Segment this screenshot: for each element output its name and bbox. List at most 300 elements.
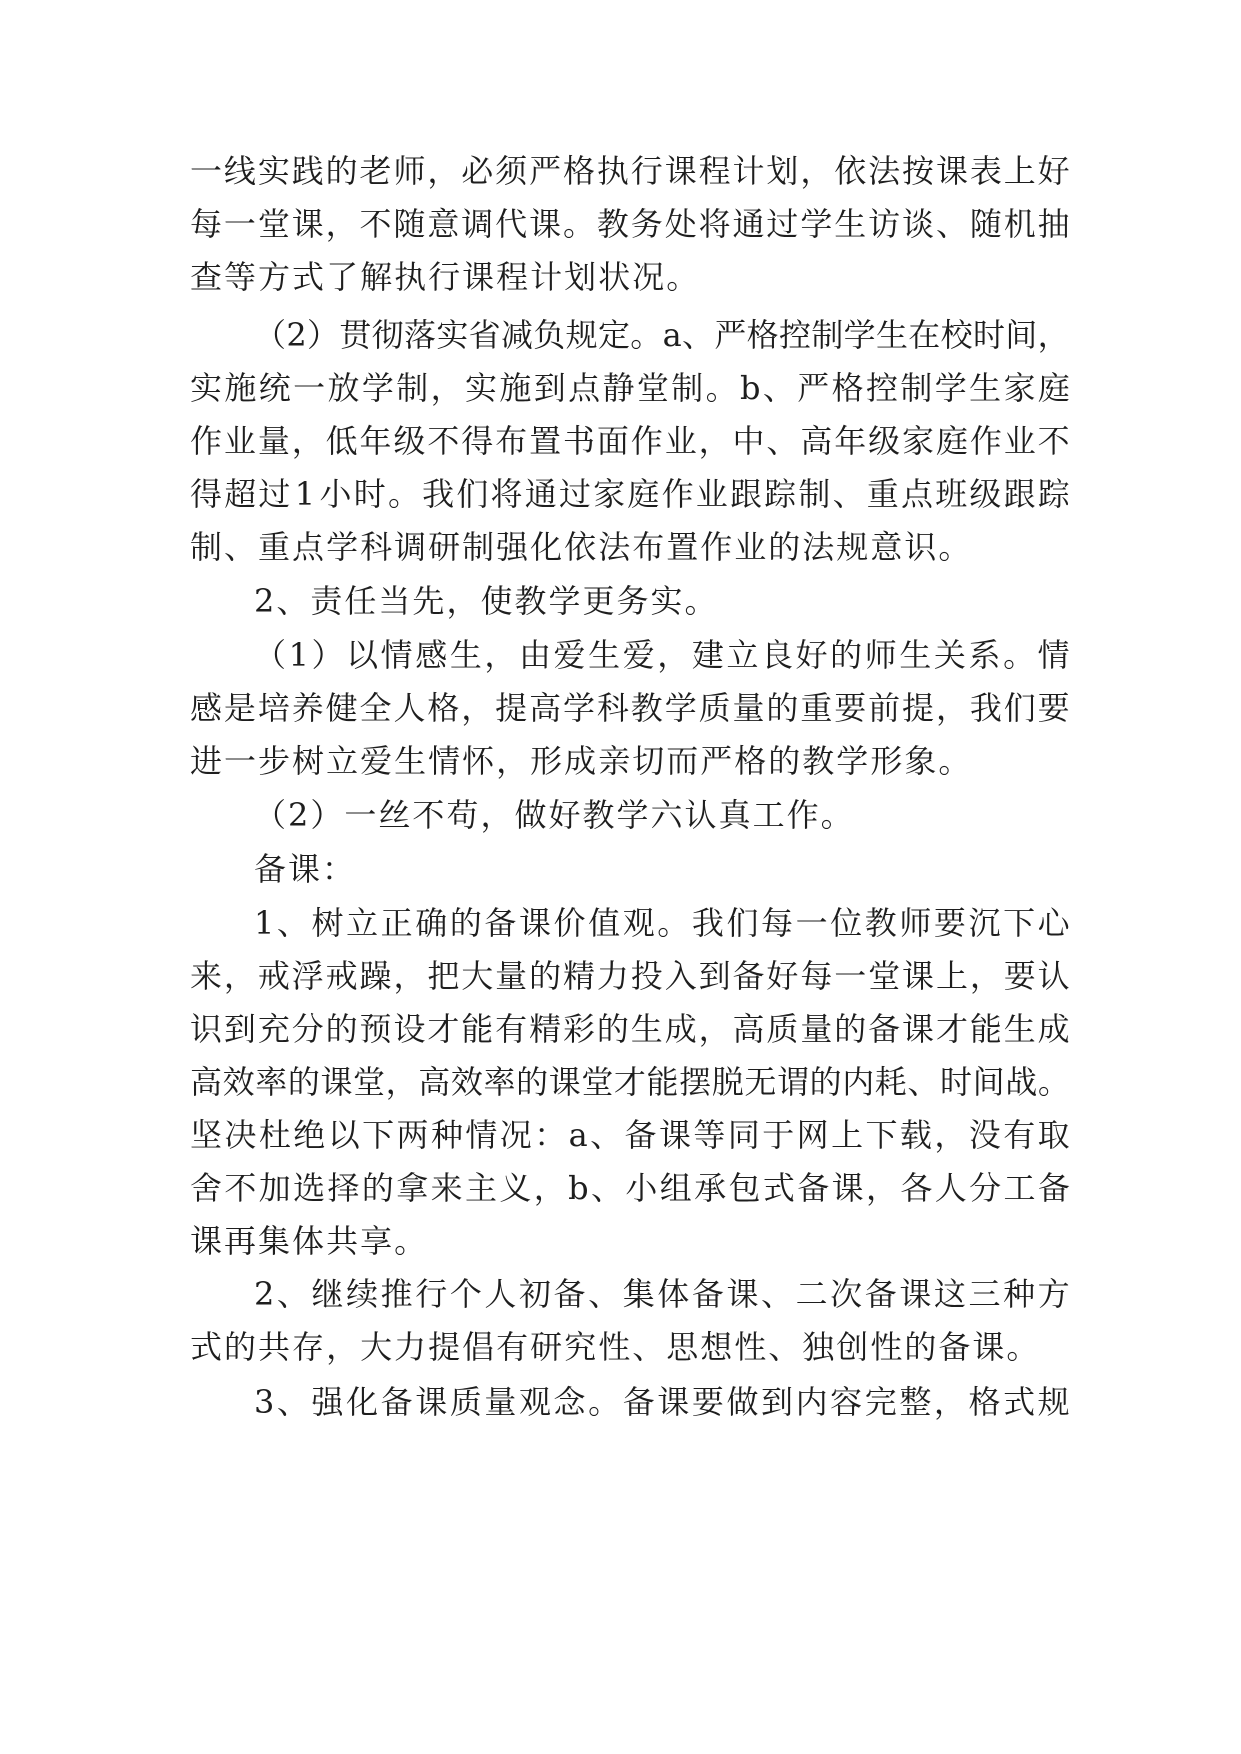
text-character: 重 [800, 689, 833, 727]
text-character: 躁 [359, 957, 392, 995]
text-character: 1 [294, 475, 316, 513]
text-character: 时 [940, 1063, 973, 1101]
text-character: 更 [582, 582, 617, 620]
text-character: 课 [415, 1383, 448, 1421]
text-character: 初 [518, 1275, 551, 1313]
text-character: 低 [325, 422, 358, 460]
text-character: ， [865, 1169, 898, 1207]
text-character: 人 [393, 689, 426, 727]
text-character: 情 [465, 1116, 498, 1154]
text-character: 调 [461, 205, 494, 243]
text-character: 中 [732, 422, 765, 460]
text-character: 点 [900, 475, 933, 513]
text-character: 一 [834, 957, 867, 995]
text-character: 实 [465, 369, 498, 407]
text-character: 贯 [339, 316, 372, 354]
text-character: 、 [907, 1063, 940, 1101]
text-character: 两 [396, 1116, 429, 1154]
text-line [190, 1116, 1070, 1159]
text-character: 思 [666, 1328, 701, 1366]
text-character: 步 [258, 742, 293, 780]
text-character: b [568, 1169, 589, 1207]
text-character: 在 [908, 316, 941, 354]
text-character: 课 [664, 152, 697, 190]
text-character: 创 [836, 1328, 871, 1366]
text-character: 要 [691, 1383, 724, 1421]
text-character: 业 [223, 422, 256, 460]
text-character: 成 [664, 1010, 697, 1048]
text-character: 查 [190, 258, 225, 296]
text-character: 控 [865, 369, 898, 407]
text-character: 程 [496, 258, 531, 296]
text-character: 教 [514, 582, 549, 620]
text-character: 、 [761, 1275, 794, 1313]
text-character: 分 [291, 1010, 324, 1048]
text-character: 上 [935, 957, 968, 995]
text-character: 脱 [711, 1063, 744, 1101]
text-character: 作 [630, 422, 663, 460]
text-character: 沉 [968, 904, 1001, 942]
text-character: 庭 [1037, 369, 1070, 407]
text-character: 备 [484, 904, 517, 942]
text-character: 将 [490, 475, 523, 513]
text-character: 实 [650, 582, 685, 620]
text-character: 格 [427, 689, 460, 727]
text-character: 布 [632, 528, 667, 566]
text-character: 业 [664, 422, 697, 460]
text-character: 书 [562, 422, 595, 460]
text-character: 要 [933, 904, 966, 942]
text-character: 重 [866, 475, 899, 513]
text-character: 课 [972, 1328, 1007, 1366]
text-character: 课 [935, 152, 968, 190]
text-character: ， [385, 1063, 418, 1101]
text-character: 认 [684, 796, 719, 834]
text-character: 全 [359, 689, 392, 727]
text-character: 存 [292, 1328, 327, 1366]
text-character: 研 [530, 1328, 565, 1366]
text-character: 高 [732, 1010, 765, 1048]
text-character: 、 [276, 582, 311, 620]
text-character: 的 [830, 636, 863, 674]
text-character: 课 [726, 1275, 759, 1313]
text-character: 级 [969, 475, 1002, 513]
text-character: 的 [287, 1063, 320, 1101]
text-character: 、 [590, 1169, 623, 1207]
text-character: 率 [255, 1063, 288, 1101]
text-character: 备 [691, 1275, 724, 1313]
text-character: 才 [935, 1010, 968, 1048]
text-character: 性 [734, 1328, 769, 1366]
text-character: 三 [968, 1275, 1001, 1313]
text-character: 。 [938, 742, 973, 780]
text-character: 们 [1003, 689, 1036, 727]
text-character: 义 [499, 1169, 532, 1207]
text-character: ， [496, 742, 531, 780]
text-character: 有 [496, 1328, 531, 1366]
text-character: 下 [865, 1116, 898, 1154]
text-character: 人 [484, 1275, 517, 1313]
text-character: 家 [1003, 369, 1036, 407]
text-character: 每 [190, 205, 223, 243]
text-character: 师 [899, 904, 932, 942]
text-character: 。 [684, 582, 719, 620]
text-character: 学 [664, 689, 697, 727]
text-character: 师 [864, 636, 897, 674]
text-character: 备 [254, 850, 289, 888]
text-character: 规 [1037, 1383, 1070, 1421]
text-character: 载 [899, 1116, 932, 1154]
text-character: 备 [1037, 1169, 1070, 1207]
text-character: 种 [430, 1116, 463, 1154]
text-character: 次 [830, 1275, 863, 1313]
text-character: 堂 [257, 205, 290, 243]
text-character: 们 [726, 904, 759, 942]
text-character: 踪 [1037, 475, 1070, 513]
text-character: 业 [734, 528, 769, 566]
text-character: 没 [968, 1116, 1001, 1154]
text-character: ， [325, 205, 358, 243]
text-character: 立 [346, 904, 379, 942]
text-character: 整 [899, 1383, 932, 1421]
text-character: 备 [624, 1116, 657, 1154]
text-character: 级 [393, 422, 426, 460]
text-character: 强 [311, 1383, 344, 1421]
text-character: 课 [462, 258, 497, 296]
text-character: 个 [449, 1275, 482, 1313]
text-character: 生 [875, 316, 908, 354]
text-character: 计 [732, 152, 765, 190]
text-character: 行 [630, 152, 663, 190]
text-character: 制 [396, 369, 429, 407]
text-character: 时 [353, 475, 386, 513]
text-character: 位 [830, 904, 863, 942]
text-character: 继 [311, 1275, 344, 1313]
text-character: 作 [786, 796, 821, 834]
text-character: 跟 [729, 475, 762, 513]
text-character: 不 [412, 796, 447, 834]
text-character: 。 [1003, 636, 1036, 674]
text-character: 包 [728, 1169, 761, 1207]
text-character: （ [254, 636, 287, 674]
text-character: 时 [972, 316, 1005, 354]
text-character: 预 [359, 1010, 392, 1048]
text-character: 调 [394, 528, 429, 566]
text-character: 建 [691, 636, 724, 674]
text-character: 课 [190, 1222, 225, 1260]
text-character: 学 [934, 369, 967, 407]
text-character: 通 [732, 205, 765, 243]
text-character: 况 [499, 1116, 532, 1154]
text-character: ， [480, 796, 515, 834]
text-character: 法 [868, 152, 901, 190]
text-character: 重 [258, 528, 293, 566]
text-line [254, 1383, 1070, 1426]
text-character: 内 [842, 1063, 875, 1101]
text-character: 。 [657, 904, 690, 942]
text-character: 到 [533, 369, 566, 407]
text-character: a [662, 316, 682, 354]
text-character: 力 [394, 1328, 429, 1366]
text-character: 先 [412, 582, 447, 620]
text-character: 把 [427, 957, 460, 995]
text-character: 成 [564, 742, 599, 780]
text-character: 。 [630, 316, 663, 354]
text-character: 提 [902, 689, 935, 727]
text-character: 控 [778, 316, 811, 354]
text-character: 我 [969, 689, 1002, 727]
text-character: 到 [223, 1010, 256, 1048]
text-character: ， [326, 1328, 361, 1366]
text-character: 充 [257, 1010, 290, 1048]
text-character: 树 [311, 904, 344, 942]
text-character: 有 [1003, 1116, 1036, 1154]
text-character: 、 [588, 1275, 621, 1313]
text-character: a [568, 1116, 588, 1154]
text-character: 量 [732, 689, 765, 727]
text-character: 念 [553, 1383, 586, 1421]
text-character: 执 [596, 152, 629, 190]
text-character: 2 [288, 796, 311, 834]
text-character: 以 [327, 1116, 360, 1154]
text-character: 、 [768, 1328, 803, 1366]
text-character: 强 [496, 528, 531, 566]
text-character: 切 [632, 742, 667, 780]
text-character: 课 [902, 957, 935, 995]
text-character: 大 [461, 957, 494, 995]
text-line [254, 1275, 1070, 1318]
text-character: 形 [530, 742, 565, 780]
text-character: 不 [427, 422, 460, 460]
text-character: 备 [797, 1169, 830, 1207]
text-character: 实 [257, 152, 290, 190]
text-character: 学 [836, 742, 871, 780]
text-character: 科 [596, 689, 629, 727]
text-character: 将 [698, 205, 731, 243]
text-character: 彻 [371, 316, 404, 354]
text-character: 置 [529, 422, 562, 460]
text-character: 生 [1003, 1010, 1036, 1048]
text-character: 一 [190, 152, 223, 190]
text-character: 的 [361, 1169, 394, 1207]
text-character: 式 [762, 1169, 795, 1207]
text-character: 效 [450, 1063, 483, 1101]
text-character: 的 [768, 528, 803, 566]
text-character: 家 [902, 422, 935, 460]
text-character: 一 [293, 369, 326, 407]
text-character: 、 [276, 1275, 309, 1313]
text-line [190, 742, 973, 785]
text-character: 量 [484, 1383, 517, 1421]
text-character: 2 [254, 582, 277, 620]
text-character: 学 [326, 528, 361, 566]
text-character: 树 [292, 742, 327, 780]
text-character: 确 [415, 904, 448, 942]
text-line [190, 1222, 429, 1265]
text-character: 质 [449, 1383, 482, 1421]
text-character: 。 [588, 1383, 621, 1421]
text-character: 制 [811, 316, 844, 354]
text-character: 、 [632, 1328, 667, 1366]
text-character: 各 [900, 1169, 933, 1207]
text-character: ） [311, 636, 344, 674]
text-character: 负 [533, 316, 566, 354]
text-character: 课 [658, 1116, 691, 1154]
text-character: 续 [346, 1275, 379, 1313]
text-character: 备 [938, 1328, 973, 1366]
text-character: 。 [705, 369, 738, 407]
text-character: 方 [258, 258, 293, 296]
text-character: 高 [800, 422, 833, 460]
text-character: 施 [499, 369, 532, 407]
text-character: 务 [630, 205, 663, 243]
text-character: 备 [380, 1383, 413, 1421]
text-character: 拿 [396, 1169, 429, 1207]
text-character: 状 [598, 258, 633, 296]
text-character: ， [484, 636, 517, 674]
text-character: 式 [1003, 1383, 1036, 1421]
text-character: 课 [899, 1275, 932, 1313]
text-character: 点 [292, 528, 327, 566]
text-line [190, 1328, 1041, 1371]
text-character: 生 [449, 636, 482, 674]
text-character: 严 [714, 316, 747, 354]
text-line [254, 636, 1070, 679]
text-line [190, 475, 1070, 518]
text-character: 的 [596, 1010, 629, 1048]
text-character: 好 [1037, 152, 1070, 190]
text-character: 作 [700, 528, 735, 566]
text-character: 体 [292, 1222, 327, 1260]
text-character: ， [533, 1169, 566, 1207]
text-character: 。 [394, 1222, 429, 1260]
text-character: 性 [598, 1328, 633, 1366]
text-character: （ [254, 796, 289, 834]
text-character: 、 [832, 475, 865, 513]
text-character: 生 [969, 369, 1002, 407]
text-character: 堂 [581, 1063, 614, 1101]
text-line [190, 205, 1070, 248]
text-character: 课 [902, 1010, 935, 1048]
text-character: 内 [795, 1383, 828, 1421]
text-character: 式 [292, 258, 327, 296]
text-character: 前 [868, 689, 901, 727]
text-character: 况 [632, 258, 667, 296]
text-character: 入 [664, 957, 697, 995]
text-character: 投 [630, 957, 663, 995]
text-character: 杜 [258, 1116, 291, 1154]
text-character: 怀 [462, 742, 497, 780]
text-character: 坚 [190, 1116, 223, 1154]
text-character: 课 [291, 205, 324, 243]
text-character: 主 [465, 1169, 498, 1207]
text-character: 下 [362, 1116, 395, 1154]
text-character: 舍 [190, 1169, 223, 1207]
text-character: 到 [761, 1383, 794, 1421]
text-character: 培 [257, 689, 290, 727]
text-character: 能 [646, 1063, 679, 1101]
text-character: ： [322, 850, 357, 888]
text-character: 谓 [776, 1063, 809, 1101]
text-character: 2 [254, 1275, 275, 1313]
text-character: 生 [899, 636, 932, 674]
text-character: ， [800, 152, 833, 190]
text-character: 备 [868, 1010, 901, 1048]
text-character: 爱 [360, 742, 395, 780]
text-character: 一 [795, 904, 828, 942]
text-character: 务 [616, 582, 651, 620]
text-character: 性 [870, 1328, 905, 1366]
text-character: ， [934, 1116, 967, 1154]
text-character: 由 [518, 636, 551, 674]
text-character: 学 [843, 316, 876, 354]
text-character: 组 [659, 1169, 692, 1207]
text-character: 情 [380, 636, 413, 674]
text-character: 学 [361, 369, 394, 407]
text-character: ： [534, 1116, 567, 1154]
text-character: 而 [666, 742, 701, 780]
text-character: 表 [969, 152, 1002, 190]
text-character: 爱 [622, 636, 655, 674]
text-character: 上 [831, 1116, 864, 1154]
text-character: 课 [657, 1383, 690, 1421]
text-character: 立 [726, 636, 759, 674]
text-character: 格 [562, 152, 595, 190]
text-character: 课 [518, 904, 551, 942]
text-character: 质 [766, 1010, 799, 1048]
text-character: 教 [582, 796, 617, 834]
text-character: 无 [744, 1063, 777, 1101]
text-character: 践 [291, 152, 324, 190]
text-character: 科 [360, 528, 395, 566]
text-character: 设 [393, 1010, 426, 1048]
text-character: 解 [360, 258, 395, 296]
text-character: ） [310, 796, 345, 834]
text-character: 高 [418, 1063, 451, 1101]
text-character: 家 [593, 475, 626, 513]
text-character: 才 [427, 1010, 460, 1048]
text-character: 容 [830, 1383, 863, 1421]
text-character: 的 [834, 1010, 867, 1048]
text-character: 享 [360, 1222, 395, 1260]
text-character: 种 [1003, 1275, 1036, 1313]
text-character: 过 [766, 205, 799, 243]
text-character: 一 [344, 796, 379, 834]
text-character: 系 [968, 636, 1001, 674]
text-character: 得 [190, 475, 223, 513]
text-character: ， [291, 422, 324, 460]
text-character: 象 [904, 742, 939, 780]
text-character: 统 [258, 369, 291, 407]
text-character: 以 [346, 636, 379, 674]
text-character: 这 [933, 1275, 966, 1313]
text-character: 精 [562, 957, 595, 995]
text-character: 。 [387, 475, 420, 513]
text-character: 大 [360, 1328, 395, 1366]
text-character: 法 [802, 528, 837, 566]
text-character: 量 [800, 1010, 833, 1048]
text-character: 机 [1003, 205, 1036, 243]
text-character: 健 [325, 689, 358, 727]
text-character: 跟 [1003, 475, 1036, 513]
text-character: 化 [530, 528, 565, 566]
text-character: 、 [590, 1116, 623, 1154]
text-character: 堂 [353, 1063, 386, 1101]
text-character: 效 [222, 1063, 255, 1101]
text-character: 规 [836, 528, 871, 566]
text-character: 教 [596, 205, 629, 243]
text-character: 庭 [935, 422, 968, 460]
